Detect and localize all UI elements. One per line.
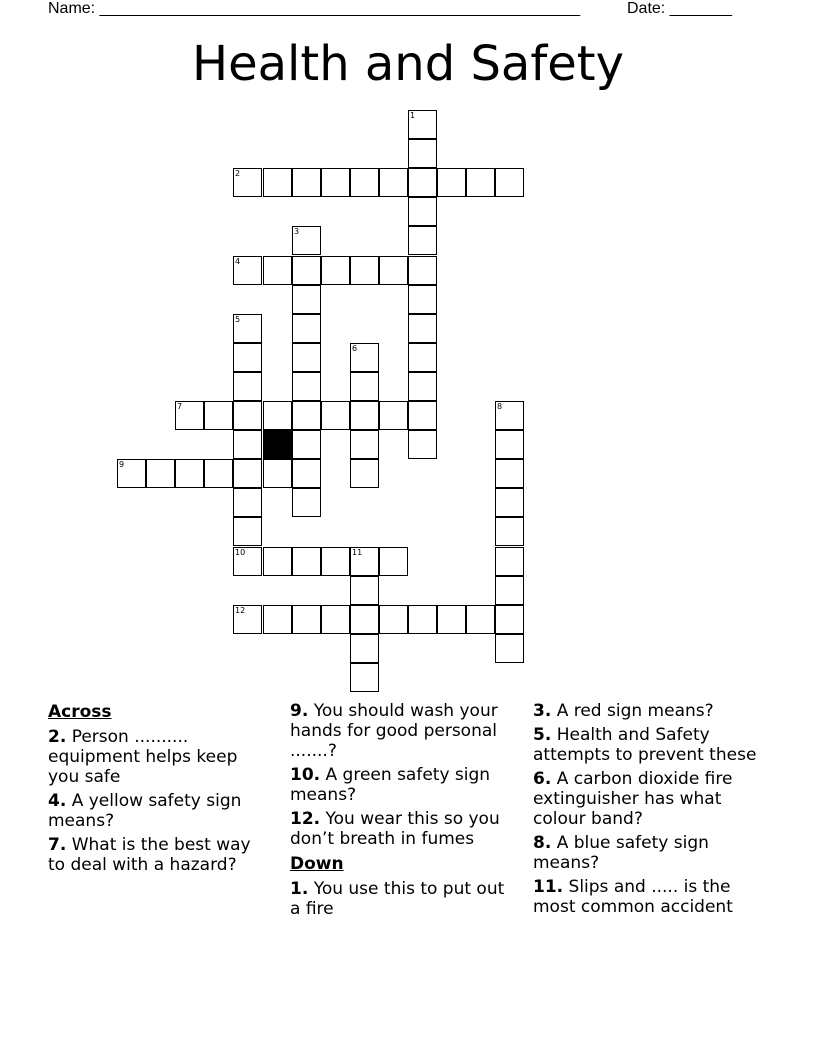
- clue-item-number: 8.: [533, 833, 552, 853]
- grid-cell[interactable]: [495, 547, 524, 576]
- grid-cell[interactable]: [263, 605, 292, 634]
- grid-cell[interactable]: [292, 256, 321, 285]
- clue-item: [533, 725, 758, 765]
- grid-cell[interactable]: [350, 576, 379, 605]
- grid-cell[interactable]: [379, 605, 408, 634]
- grid-cell[interactable]: [408, 197, 437, 226]
- grid-cell[interactable]: [263, 459, 292, 488]
- clue-number: 11: [352, 548, 363, 557]
- grid-cell[interactable]: [233, 517, 262, 546]
- clues-column-middle: [290, 701, 515, 923]
- grid-cell[interactable]: [233, 343, 262, 372]
- grid-cell[interactable]: [350, 459, 379, 488]
- grid-cell[interactable]: [495, 168, 524, 197]
- grid-cell[interactable]: [408, 256, 437, 285]
- grid-cell[interactable]: [350, 256, 379, 285]
- grid-cell[interactable]: [350, 663, 379, 692]
- grid-cell[interactable]: [292, 459, 321, 488]
- grid-cell[interactable]: [350, 605, 379, 634]
- grid-cell[interactable]: [263, 401, 292, 430]
- clue-number: 6: [352, 344, 358, 353]
- grid-cell[interactable]: [495, 459, 524, 488]
- down-heading: Down: [290, 854, 344, 874]
- clue-item: [48, 727, 273, 787]
- clue-item-number: 7.: [48, 835, 67, 855]
- clue-item-number: 2.: [48, 727, 67, 747]
- grid-cell[interactable]: [292, 372, 321, 401]
- clue-item-number: 1.: [290, 879, 309, 899]
- grid-cell[interactable]: [292, 285, 321, 314]
- grid-cell[interactable]: [437, 168, 466, 197]
- clue-item-text: Person .......... equipment helps keep you safe: [48, 727, 238, 787]
- grid-cell[interactable]: [379, 168, 408, 197]
- grid-cell[interactable]: [350, 343, 379, 372]
- grid-cell[interactable]: [292, 314, 321, 343]
- clue-number: 8: [497, 402, 503, 411]
- grid-cell[interactable]: [408, 343, 437, 372]
- grid-cell[interactable]: [175, 459, 204, 488]
- across-clues-column: [48, 701, 273, 879]
- grid-cell[interactable]: [495, 430, 524, 459]
- clue-item-text: You should wash your hands for good personal .......?: [290, 701, 498, 761]
- grid-cell[interactable]: [233, 401, 262, 430]
- clue-number: 2: [235, 169, 241, 178]
- grid-cell[interactable]: [350, 401, 379, 430]
- page-title: Health and Safety: [192, 36, 624, 92]
- clue-number: 10: [235, 548, 246, 557]
- grid-cell[interactable]: [408, 226, 437, 255]
- grid-cell[interactable]: [321, 547, 350, 576]
- grid-cell[interactable]: [495, 401, 524, 430]
- grid-cell[interactable]: [263, 547, 292, 576]
- clue-item-number: 4.: [48, 791, 67, 811]
- grid-cell[interactable]: [379, 256, 408, 285]
- clue-number: 3: [294, 227, 300, 236]
- grid-cell[interactable]: [175, 401, 204, 430]
- grid-cell[interactable]: [408, 372, 437, 401]
- clue-item-text: What is the best way to deal with a hazard?: [48, 835, 251, 875]
- clue-item: [290, 809, 515, 849]
- grid-cell[interactable]: [321, 401, 350, 430]
- grid-cell[interactable]: [466, 168, 495, 197]
- grid-cell[interactable]: [233, 459, 262, 488]
- grid-cell[interactable]: [321, 256, 350, 285]
- clue-item-number: 9.: [290, 701, 309, 721]
- grid-cell[interactable]: [379, 547, 408, 576]
- clue-item: [290, 765, 515, 805]
- clue-item: [48, 835, 273, 875]
- grid-cell[interactable]: [408, 285, 437, 314]
- name-field-label: Name: ______________________________________________________: [48, 0, 581, 17]
- clue-item-text: Slips and ..... is the most common accident: [533, 877, 733, 917]
- clue-item: [290, 879, 515, 919]
- clue-item-number: 3.: [533, 701, 552, 721]
- grid-cell[interactable]: [117, 459, 146, 488]
- grid-cell[interactable]: [495, 517, 524, 546]
- grid-cell[interactable]: [204, 401, 233, 430]
- down-clues-column: [533, 701, 758, 921]
- clue-number: 1: [410, 111, 416, 120]
- grid-cell[interactable]: [233, 372, 262, 401]
- grid-cell[interactable]: [437, 605, 466, 634]
- grid-cell[interactable]: [466, 605, 495, 634]
- clue-number: 5: [235, 315, 241, 324]
- grid-cell[interactable]: [292, 605, 321, 634]
- grid-cell[interactable]: [233, 488, 262, 517]
- grid-cell[interactable]: [408, 168, 437, 197]
- grid-cell[interactable]: [495, 634, 524, 663]
- grid-cell[interactable]: [263, 256, 292, 285]
- grid-cell[interactable]: [292, 547, 321, 576]
- grid-cell[interactable]: [350, 634, 379, 663]
- clue-item: [533, 701, 758, 721]
- grid-cell[interactable]: [292, 430, 321, 459]
- grid-cell[interactable]: [233, 547, 262, 576]
- clue-item-text: A yellow safety sign means?: [48, 791, 242, 831]
- grid-cell[interactable]: [233, 605, 262, 634]
- blocked-cell: [263, 430, 292, 459]
- clue-item-text: You use this to put out a fire: [290, 879, 505, 919]
- clue-item: [533, 833, 758, 873]
- clue-item-number: 10.: [290, 765, 321, 785]
- grid-cell[interactable]: [408, 314, 437, 343]
- grid-cell[interactable]: [379, 401, 408, 430]
- clue-item-number: 6.: [533, 769, 552, 789]
- grid-cell[interactable]: [292, 401, 321, 430]
- clue-number: 7: [177, 402, 183, 411]
- grid-cell[interactable]: [350, 372, 379, 401]
- clue-item: [48, 791, 273, 831]
- grid-cell[interactable]: [495, 576, 524, 605]
- grid-cell[interactable]: [408, 401, 437, 430]
- clue-item-text: A blue safety sign means?: [533, 833, 709, 873]
- grid-cell[interactable]: [233, 256, 262, 285]
- clue-number: 9: [119, 460, 125, 469]
- clue-item: [533, 877, 758, 917]
- clue-item-number: 12.: [290, 809, 321, 829]
- grid-cell[interactable]: [350, 168, 379, 197]
- clue-item-text: A red sign means?: [551, 701, 714, 721]
- grid-cell[interactable]: [146, 459, 175, 488]
- clue-item-text: A carbon dioxide fire extinguisher has what colour band?: [533, 769, 733, 829]
- grid-cell[interactable]: [321, 605, 350, 634]
- grid-cell[interactable]: [408, 605, 437, 634]
- grid-cell[interactable]: [292, 226, 321, 255]
- clue-item-text: You wear this so you don’t breath in fumes: [290, 809, 500, 849]
- clue-item: [533, 769, 758, 829]
- grid-cell[interactable]: [408, 110, 437, 139]
- clue-item-number: 5.: [533, 725, 552, 745]
- grid-cell[interactable]: [350, 547, 379, 576]
- grid-cell[interactable]: [204, 459, 233, 488]
- grid-cell[interactable]: [321, 168, 350, 197]
- grid-cell[interactable]: [350, 430, 379, 459]
- clue-number: 12: [235, 606, 246, 615]
- grid-cell[interactable]: [495, 605, 524, 634]
- date-field-label: Date: _______: [627, 0, 732, 17]
- grid-cell[interactable]: [233, 168, 262, 197]
- grid-cell[interactable]: [408, 430, 437, 459]
- grid-cell[interactable]: [263, 168, 292, 197]
- clue-number: 4: [235, 257, 241, 266]
- clue-item-text: Health and Safety attempts to prevent these: [533, 725, 757, 765]
- across-heading: Across: [48, 702, 112, 722]
- grid-cell[interactable]: [408, 139, 437, 168]
- clue-item-text: A green safety sign means?: [290, 765, 491, 805]
- clue-item-number: 11.: [533, 877, 564, 897]
- grid-cell[interactable]: [495, 488, 524, 517]
- grid-cell[interactable]: [233, 314, 262, 343]
- grid-cell[interactable]: [292, 488, 321, 517]
- grid-cell[interactable]: [292, 343, 321, 372]
- grid-cell[interactable]: [292, 168, 321, 197]
- grid-cell[interactable]: [233, 430, 262, 459]
- clue-item: [290, 701, 515, 761]
